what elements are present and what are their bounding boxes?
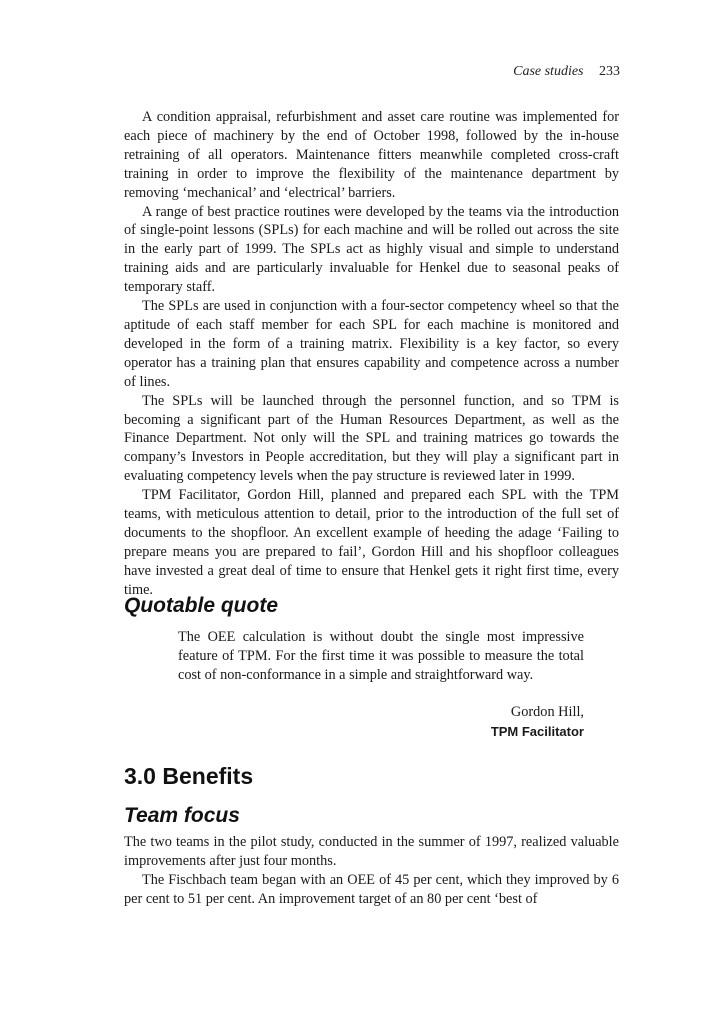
page-number: 233 <box>599 64 620 79</box>
paragraph: A condition appraisal, refurbishment and asset care routine was implemented for each piece of machinery by the end of October 1998, followed by the in-house retraining of all operators. Maintenance fitters meanwhile completed cross-craft training in order to improve the flexibility of the maintenance department by removing ‘mechanical’ and ‘electrical’ barriers. <box>124 109 619 201</box>
body-text <box>124 108 619 600</box>
paragraph: The SPLs will be launched through the personnel function, and so TPM is becoming a significant part of the Human Resources Department, as well as the Finance Department. Not only will the SPL and training matrices go towards the company’s Investors in People accreditation, but they will play a significant part in evaluating competency levels when the pay structure is reviewed later in 1999. <box>124 392 619 485</box>
paragraph: TPM Facilitator, Gordon Hill, planned and prepared each SPL with the TPM teams, with meticulous attention to detail, prior to the introduction of the full set of documents to the shopfloor. An excellent example of heeding the adage ‘Failing to prepare means you are prepared to fail’, Gordon Hill and his shopfloor colleagues have invested a great deal of time to ensure that Henkel gets it right first time, every time. <box>124 487 619 598</box>
paragraph: The Fischbach team began with an OEE of 45 per cent, which they improved by 6 per cent to 51 per cent. An improvement target of an 80 per cent ‘best of <box>124 872 619 907</box>
section-heading: 3.0 Benefits <box>124 763 254 789</box>
quote-attribution <box>491 703 584 741</box>
benefits-text <box>124 833 619 909</box>
paragraph: The SPLs are used in conjunction with a four-sector competency wheel so that the aptitude of each staff member for each SPL for each machine is monitored and developed in the form of a training matrix. Flexibility is a key factor, so every operator has a training plan that ensures capability and competence across a number of lines. <box>124 298 619 390</box>
paragraph: A range of best practice routines were developed by the teams via the introduction of single-point lessons (SPLs) for each machine and will be rolled out across the site in the early part of 1999. The SPLs act as highly visual and simple to understand training aids and are particularly invaluable for Henkel due to seasonal peaks of temporary staff. <box>124 203 619 296</box>
running-head <box>513 64 620 80</box>
running-head-title: Case studies <box>513 64 584 79</box>
quote-block <box>178 628 584 685</box>
quote-author: Gordon Hill, <box>510 704 584 720</box>
quote-role: TPM Facilitator <box>490 724 584 739</box>
quotable-quote-heading: Quotable quote <box>124 594 278 617</box>
quote-text: The OEE calculation is without doubt the single most impressive feature of TPM. For the first time it was possible to measure the total cost of non-conformance in a simple and straightforward way. <box>178 629 584 683</box>
paragraph: The two teams in the pilot study, conducted in the summer of 1997, realized valuable improvements after just four months. <box>124 834 619 869</box>
team-focus-heading: Team focus <box>124 804 240 827</box>
